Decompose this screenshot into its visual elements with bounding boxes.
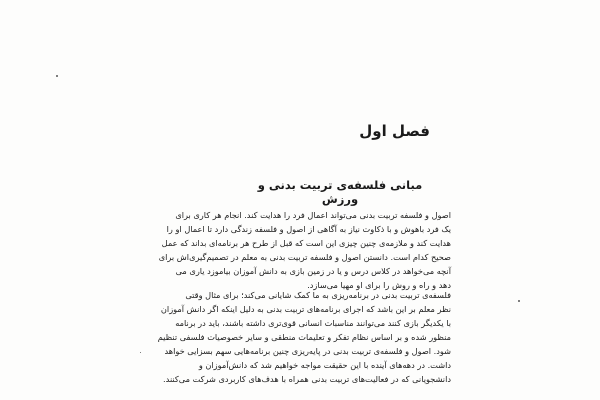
paragraph-line: صحیح کدام است. دانستن اصول و فلسفه تربیت بدنی به معلم در تصمیم‌گیری‌اش برای xyxy=(158,252,451,262)
paragraph-1 xyxy=(158,208,451,292)
paragraph-2 xyxy=(157,288,451,386)
paragraph-line: یک فرد باهوش و با ذکاوت نیاز به آگاهی از اصول و فلسفه زندگی دارد تا اعمال او را xyxy=(166,224,451,234)
paragraph-line: هدایت کند و ملازمه‌ی چنین چیزی این است که قبل از طرح هر برنامه‌ای بداند که عمل xyxy=(161,238,451,248)
paragraph-line: با یکدیگر بازی کنند می‌توانند مناسبات انسانی قوی‌تری داشته باشند، باید در برنامه xyxy=(175,318,451,328)
paragraph-line: اصول و فلسفه تربیت بدنی می‌تواند اعمال فرد را هدایت کند. انجام هر کاری برای xyxy=(175,210,451,220)
paragraph-line: آنچه می‌خواهد در کلاس درس و یا در زمین بازی به دانش آموزان بیاموزد یاری می‌ xyxy=(175,266,451,276)
scan-speck xyxy=(518,300,520,302)
chapter-title: فصل اول xyxy=(359,122,430,140)
paragraph-line: دهد و راه و روش را برای او مهیا می‌سازد. xyxy=(307,280,451,290)
paragraph-line: نظر معلم بر این باشد که اجرای برنامه‌های تربیت بدنی به دلیل اینکه اگر دانش آموزان xyxy=(160,304,451,314)
scan-speck xyxy=(140,352,141,353)
paragraph-line: دانشجویانی که در فعالیت‌های تربیت بدنی همراه با هدف‌های کاربردی شرکت می‌کنند. xyxy=(163,374,451,384)
paragraph-line: فلسفه‌ی تربیت بدنی در برنامه‌ریزی به ما کمک شایانی می‌کند؛ برای مثال وقتی xyxy=(185,290,451,300)
paragraph-line: شود. اصول و فلسفه‌ی تربیت بدنی در پایه‌ریزی چنین برنامه‌هایی سهم بسزایی خواهد xyxy=(164,346,451,356)
section-title: مبانی فلسفه‌ی تربیت بدنی و ورزش xyxy=(257,178,423,206)
scan-speck xyxy=(56,75,58,77)
paragraph-line: منظور شده و بر اساس نظام تفکر و تعلیمات منطقی و سایر خصوصیات فلسفی تنظیم xyxy=(157,332,451,342)
paragraph-line: داشت. در دهه‌های آینده با این حقیقت مواجه خواهیم شد که دانش‌آموزان و xyxy=(198,360,451,370)
